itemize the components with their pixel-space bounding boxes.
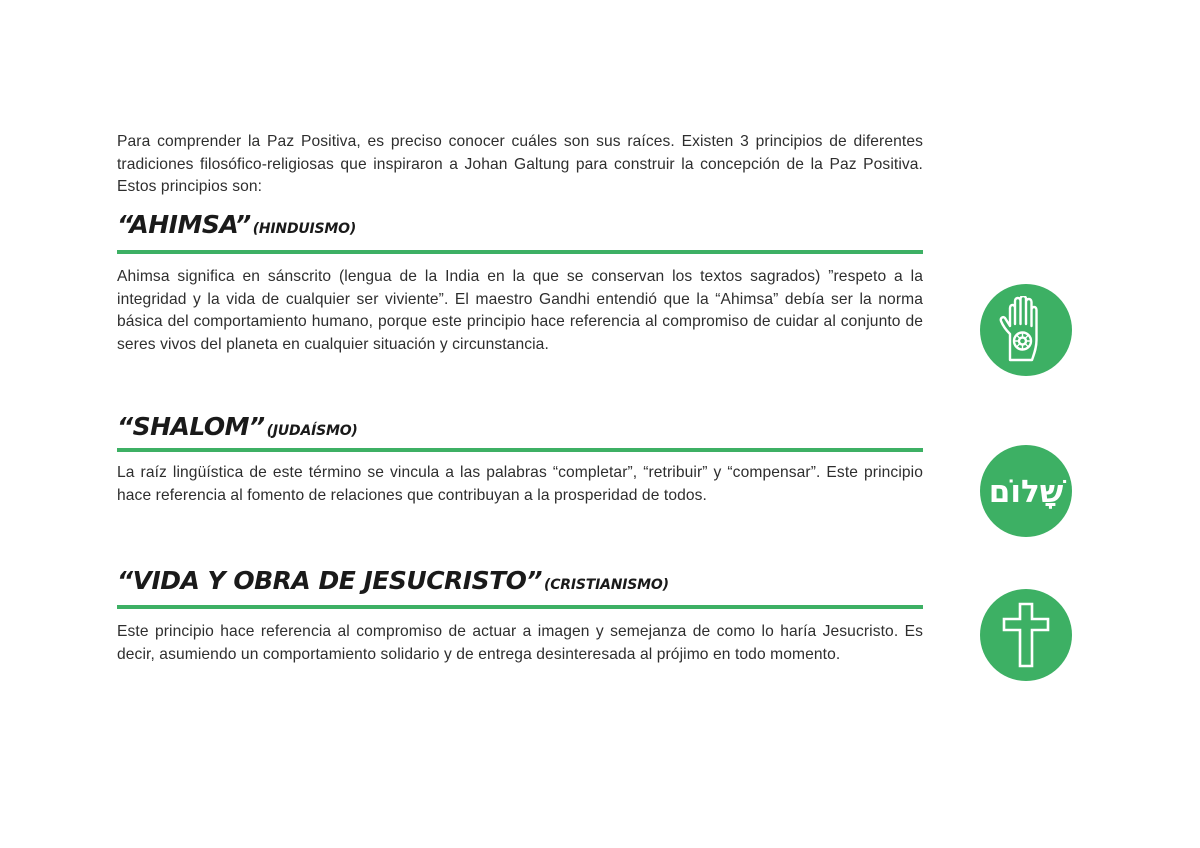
ahimsa-hand-icon [980, 284, 1072, 376]
section-heading-ahimsa [117, 210, 356, 239]
section-divider [117, 448, 923, 452]
section-body-ahimsa: Ahimsa significa en sánscrito (lengua de la India en la que se conservan los textos sagrados) ”respeto a la integridad y la vida de cualquier ser viviente”. El maestro Gandhi entendió que la “Ahimsa” debía ser la norma básica del comportamiento humano, porque este principio hace referencia al compromiso de cuidar al conjunto de seres vivos del planeta en cualquier situación y circunstancia. [117, 268, 923, 353]
section-tradition: (JUDAÍSMO) [266, 423, 358, 439]
section-tradition: (HINDUISMO) [252, 221, 357, 237]
shalom-hebrew-icon [980, 445, 1072, 537]
section-title: “SHALOM” [117, 412, 265, 441]
section-tradition: (CRISTIANISMO) [544, 577, 669, 593]
section-title: “AHIMSA” [117, 210, 251, 239]
section-heading-shalom [117, 412, 358, 441]
section-title: “VIDA Y OBRA DE JESUCRISTO” [117, 566, 543, 595]
intro-paragraph: Para comprender la Paz Positiva, es preciso conocer cuáles son sus raíces. Existen 3 principios de diferentes tradiciones filosófico-religiosas que inspiraron a Johan Galtung para construir la concepción de la Paz Positiva. Estos principios son: [117, 133, 923, 195]
section-divider [117, 250, 923, 254]
section-body-shalom: La raíz lingüística de este término se vincula a las palabras “completar”, “retribuir” y “compensar”. Este principio hace referencia al fomento de relaciones que contribuyan a la prosperidad de todos. [117, 464, 923, 504]
cross-icon [980, 589, 1072, 681]
section-divider [117, 605, 923, 609]
shalom-icon-text: שָׁלוֹם [988, 473, 1064, 510]
section-body-jesucristo: Este principio hace referencia al compromiso de actuar a imagen y semejanza de como lo haría Jesucristo. Es decir, asumiendo un comportamiento solidario y de entrega desinteresada al prójimo en todo momento. [117, 623, 923, 663]
section-heading-jesucristo [117, 566, 669, 595]
